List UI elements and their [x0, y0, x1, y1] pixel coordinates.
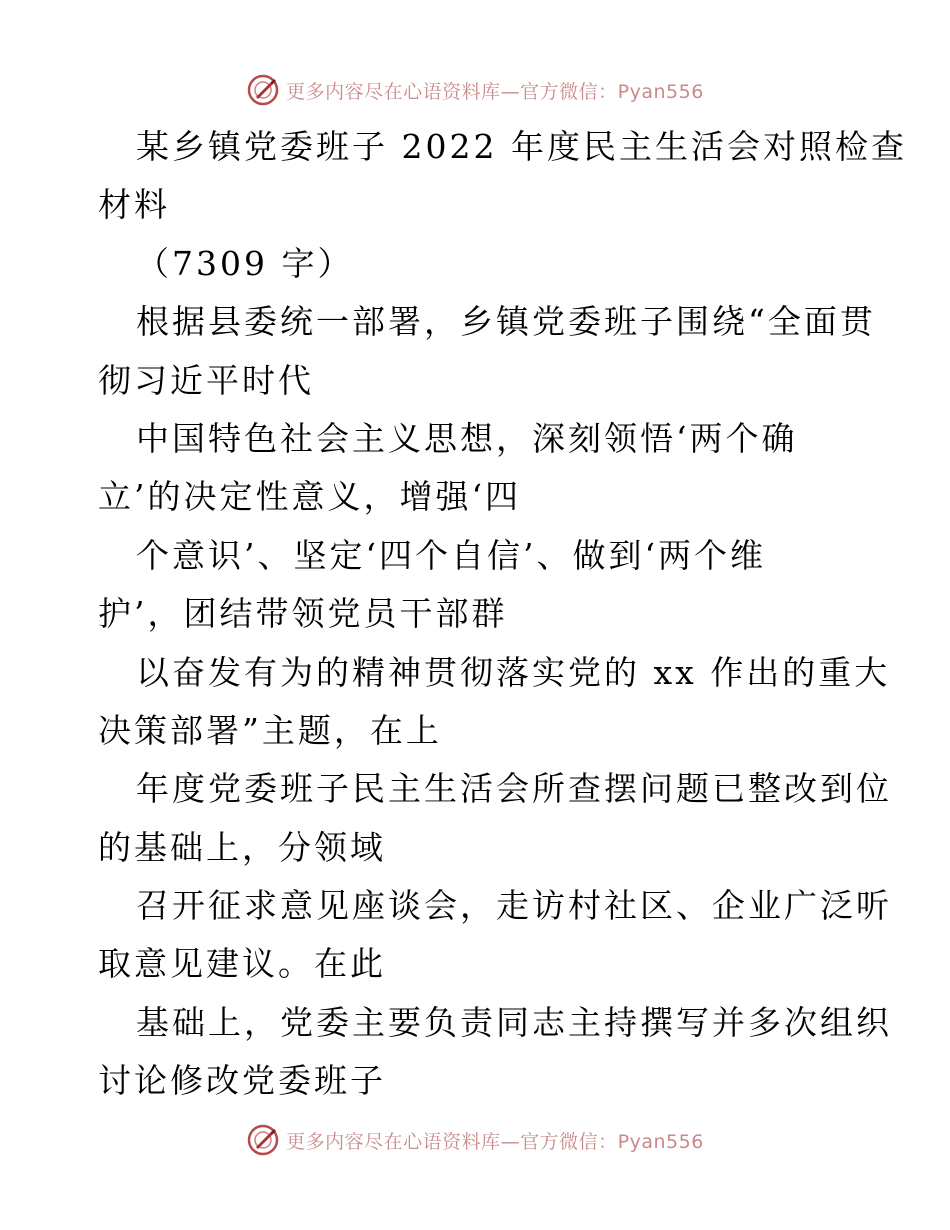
text-line: 基础上，党委主要负责同志主持撰写并多次组织	[136, 1002, 892, 1042]
text-line: 根据县委统一部署，乡镇党委班子围绕“全面贯	[136, 302, 876, 342]
pen-logo-icon	[246, 1123, 280, 1157]
text-line: 召开征求意见座谈会，走访村社区、企业广泛听	[136, 886, 892, 926]
text-line: 立’的决定性意义，增强‘四	[98, 477, 521, 517]
text-line: 以奋发有为的精神贯彻落实党的 xx 作出的重大	[136, 652, 891, 692]
text-line: 的基础上，分领域	[98, 827, 386, 867]
document-body	[98, 118, 907, 1111]
watermark-footer	[0, 1120, 950, 1160]
text-line: 材料	[98, 185, 170, 225]
text-line: 彻习近平时代	[98, 360, 314, 400]
text-line: 决策部署”主题，在上	[98, 710, 442, 750]
text-line: 取意见建议。在此	[98, 944, 386, 984]
text-line: 讨论修改党委班子	[98, 1061, 386, 1101]
text-line: 护’，团结带领党员干部群	[98, 594, 508, 634]
pen-logo-icon	[246, 73, 280, 107]
text-line: 年度党委班子民主生活会所查摆问题已整改到位	[136, 769, 892, 809]
watermark-text: 更多内容尽在心语资料库—官方微信：Pyan556	[286, 1130, 704, 1153]
text-line: （7309 字）	[136, 243, 354, 283]
text-line: 中国特色社会主义思想，深刻领悟‘两个确	[136, 418, 798, 458]
text-line: 某乡镇党委班子 2022 年度民主生活会对照检查	[136, 127, 907, 166]
watermark-header	[0, 70, 950, 110]
watermark-text: 更多内容尽在心语资料库—官方微信：Pyan556	[286, 80, 704, 103]
text-line: 个意识’、坚定‘四个自信’、做到‘两个维	[136, 535, 766, 575]
